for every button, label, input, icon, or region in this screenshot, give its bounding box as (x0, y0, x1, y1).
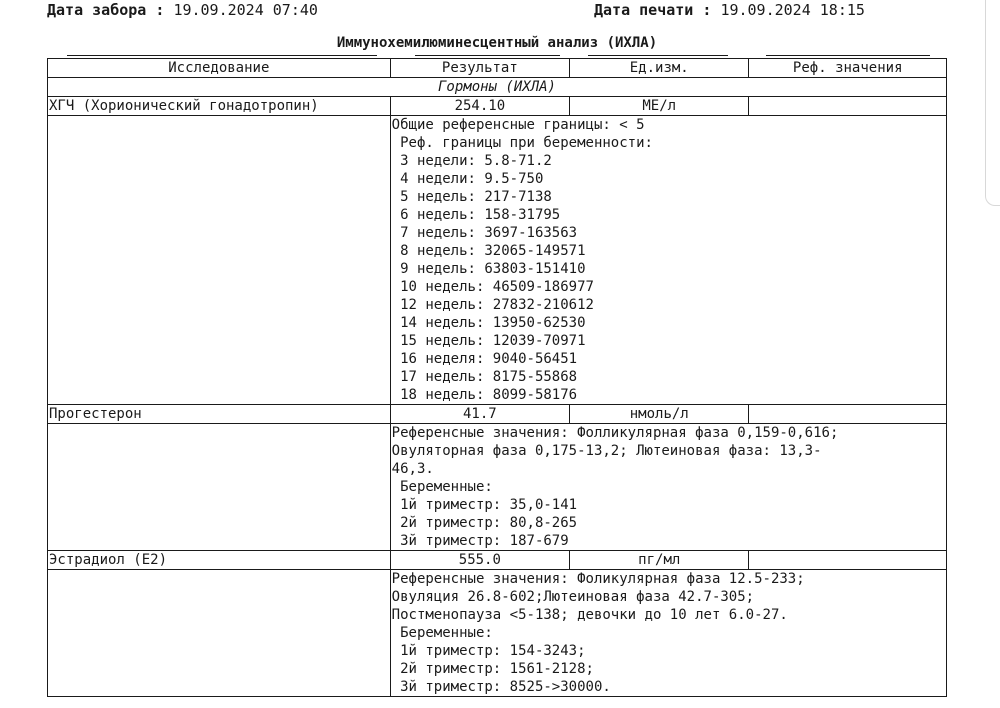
print-date-label: Дата печати : (594, 1, 712, 19)
notes-spacer (48, 116, 391, 405)
reference-notes: Референсные значения: Фоликулярная фаза 12.5-233; Овуляция 26.8-602;Лютеиновая фаза 42.7-305; Постменопауза <5-138; девочки до 10 лет 6.0-27. Беременные: 1й триместр: 154-3243; 2й триместр: 1561-2128; 3й триместр: 8525->30000. (390, 570, 946, 697)
collection-date-value: 19.09.2024 07:40 (173, 1, 318, 19)
table-row (48, 97, 947, 116)
notes-spacer (48, 570, 391, 697)
test-ref (749, 97, 947, 116)
table-row (48, 405, 947, 424)
title-rule-2 (415, 55, 560, 56)
title-rule-1 (67, 55, 377, 56)
column-header-test: Исследование (48, 59, 391, 78)
scrollbar-edge (985, 0, 1000, 206)
notes-row (48, 570, 947, 697)
results-table (47, 58, 947, 697)
test-result: 555.0 (390, 551, 569, 570)
print-date-value: 19.09.2024 18:15 (720, 1, 865, 19)
test-result: 41.7 (390, 405, 569, 424)
test-unit: МЕ/л (570, 97, 749, 116)
column-header-unit: Ед.изм. (570, 59, 749, 78)
test-ref (749, 551, 947, 570)
reference-notes: Референсные значения: Фолликулярная фаза 0,159-0,616; Овуляторная фаза 0,175-13,2; Лютеиновая фаза: 13,3- 46,3. Беременные: 1й триместр: 35,0-141 2й триместр: 80,8-265 3й триместр: 187-679 (390, 424, 946, 551)
table-row (48, 551, 947, 570)
section-row (48, 78, 947, 97)
test-result: 254.10 (390, 97, 569, 116)
collection-date-label: Дата забора : (47, 1, 165, 19)
column-header-ref: Реф. значения (749, 59, 947, 78)
test-unit: нмоль/л (570, 405, 749, 424)
column-header-result: Результат (390, 59, 569, 78)
reference-notes: Общие референсные границы: < 5 Реф. границы при беременности: 3 недели: 5.8-71.2 4 недели: 9.5-750 5 недель: 217-7138 6 недель: 158-31795 7 недель: 3697-163563 8 недель: 32065-149571 9 недель: 63803-151410 10 недель: 46509-186977 12 недель: 27832-210612 14 недель: 13950-62530 15 недель: 12039-70971 16 неделя: 9040-56451 17 недель: 8175-55868 18 недель: 8099-58176 (390, 116, 946, 405)
section-title: Гормоны (ИХЛА) (48, 78, 947, 97)
test-unit: пг/мл (570, 551, 749, 570)
notes-row (48, 116, 947, 405)
test-name: Прогестерон (48, 405, 391, 424)
table-header-row (48, 59, 947, 78)
test-ref (749, 405, 947, 424)
report-title: Иммунохемилюминесцентный анализ (ИХЛА) (336, 35, 658, 51)
test-name: Эстрадиол (E2) (48, 551, 391, 570)
title-rule-3 (588, 55, 728, 56)
title-rule-4 (766, 55, 930, 56)
notes-row (48, 424, 947, 551)
test-name: ХГЧ (Хорионический гонадотропин) (48, 97, 391, 116)
notes-spacer (48, 424, 391, 551)
print-date (594, 1, 865, 19)
collection-date (47, 1, 318, 19)
